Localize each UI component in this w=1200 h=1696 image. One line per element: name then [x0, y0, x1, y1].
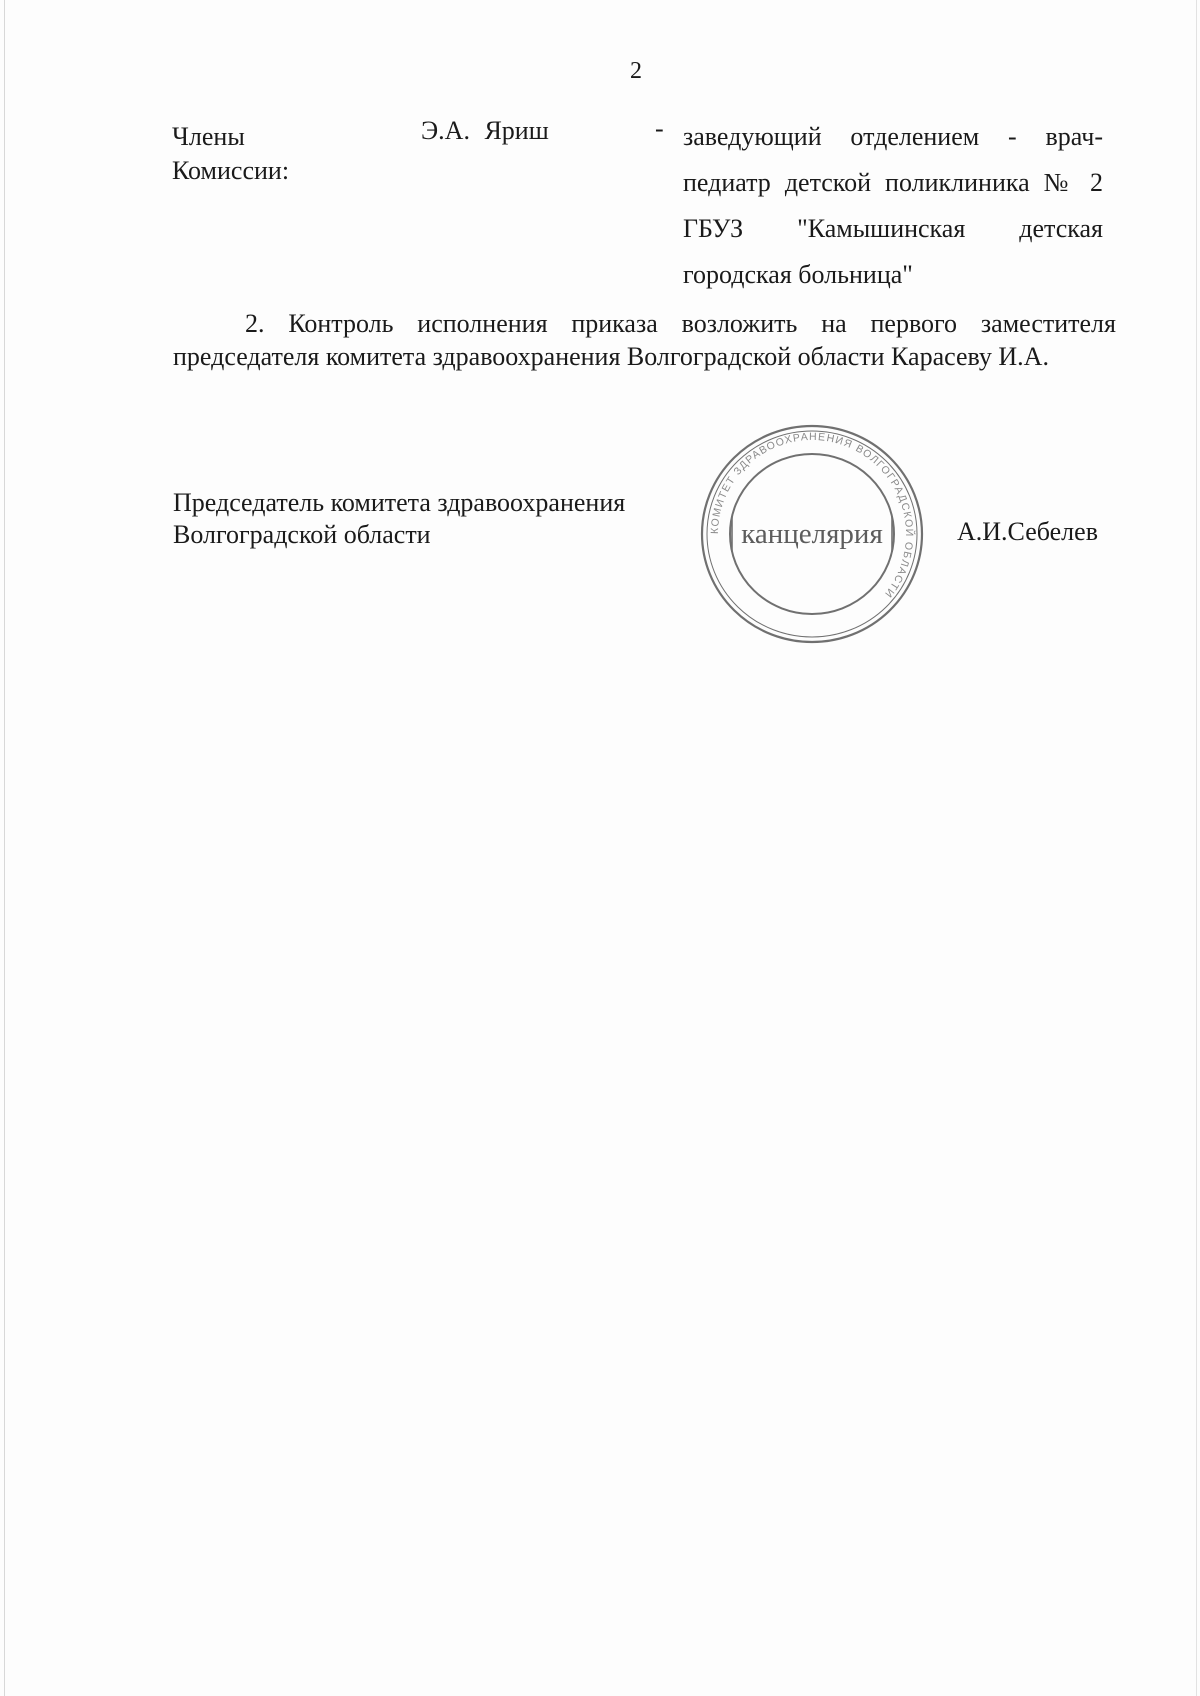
scan-edge-right	[1196, 0, 1197, 1696]
stamp-ring-text: КОМИТЕТ ЗДРАВООХРАНЕНИЯ ВОЛГОГРАДСКОЙ ОБЛАСТИ	[708, 430, 916, 601]
signer-name: А.И.Себелев	[957, 517, 1098, 546]
members-label: Члены Комиссии:	[172, 122, 290, 185]
stamp-center-text: канцелярия	[741, 518, 883, 550]
member-position: заведующий отделением - врач-педиатр детской поликлиника № 2 ГБУЗ "Камышинская детская городская больница"	[683, 122, 1103, 289]
member-dash: -	[655, 114, 664, 143]
office-stamp	[697, 421, 927, 647]
control-clause: 2. Контроль исполнения приказа возложить на первого заместителя председателя комитета здравоохранения Волгоградской области Карасеву И.А.	[173, 309, 1116, 371]
scan-edge-left	[4, 0, 5, 1696]
signer-title: Председатель комитета здравоохранения Волгоградской области	[173, 488, 626, 549]
page-number: 2	[630, 58, 642, 84]
member-name: Э.А. Яриш	[421, 116, 549, 145]
